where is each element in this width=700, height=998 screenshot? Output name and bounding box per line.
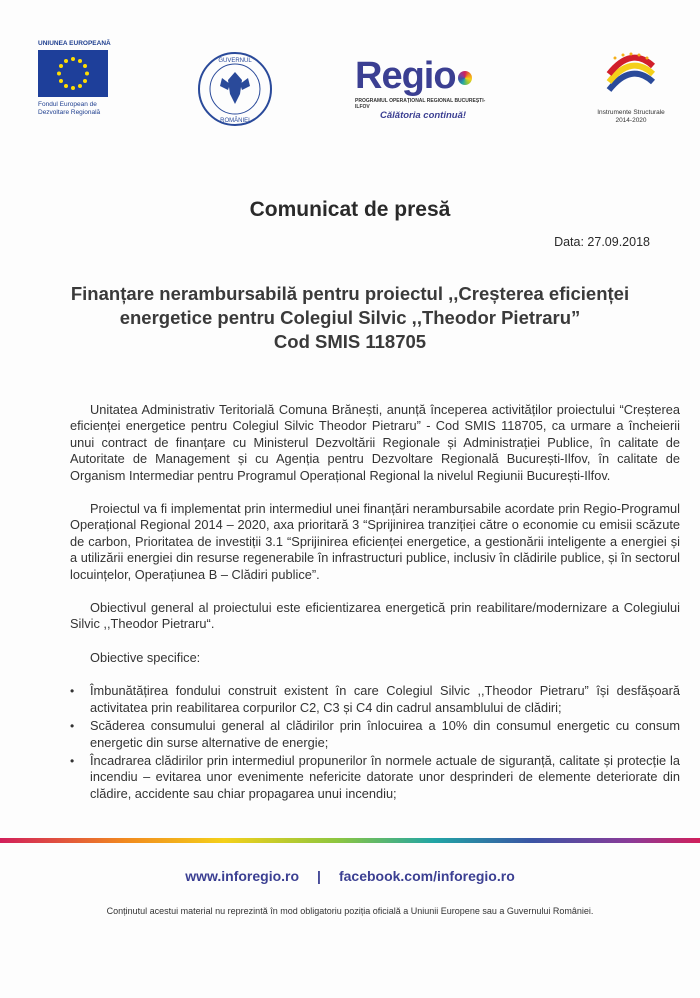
press-release-date: Data: 27.09.2018 [554, 235, 650, 249]
project-title-line1: Finanțare nerambursabilă pentru proiectul ,,Creșterea eficienței [70, 283, 630, 304]
paragraph-funding: Proiectul va fi implementat prin intermediul unei finanțări nerambursabile acordate prin Regio-Programul Operațional Regional 2014 – 2020, axa prioritară 3 “Sprijinirea tranziției către o economie cu emisii scăzute de carbon, Prioritatea de investiții 3.1 “Sprijinirea eficienței energetice, a gestionării inteligente a energiei și a utilizării energiei din resurse regenerabile în infrastructuri publice, inclusiv în clădirile publice, și în sectorul locuințelor, Operațiunea B – Clădiri publice”. [70, 501, 680, 582]
eu-flag-icon [38, 50, 108, 97]
project-title [40, 282, 660, 354]
press-release-body [70, 402, 680, 804]
footer-links [0, 868, 700, 884]
page-heading: Comunicat de presă [249, 198, 451, 221]
is-caption-line1: Instrumente Structurale [597, 109, 665, 116]
list-item [70, 753, 680, 802]
government-seal-logo [196, 50, 274, 128]
eu-caption-line1: Fondul European de [38, 101, 97, 108]
bullet-icon: • [70, 753, 75, 768]
regio-tagline: Călătoria continuă! [380, 110, 467, 121]
structural-instruments-caption [586, 109, 676, 125]
eu-caption-line2: Dezvoltare Regională [38, 109, 101, 116]
objective-text: Scăderea consumului general al clădirilor prin înlocuirea a 10% din consumul energetic cu consum energetic din surse alternative de energie; [90, 718, 680, 750]
paragraph-general-objective: Obiectivul general al proiectului este eficientizarea energetică prin reabilitare/modernizare a Colegiului Silvic ,,Theodor Pietraru“. [70, 600, 680, 632]
regio-color-dot-icon [458, 71, 472, 85]
list-item [70, 683, 680, 716]
facebook-link[interactable]: facebook.com/inforegio.ro [338, 868, 515, 884]
paragraph-announcement: Unitatea Administrativ Teritorială Comuna Brănești, anunță începerea activităților proiectului “Creșterea eficienței energetice pentru Colegiul Silvic Theodor Pietraru” - Cod SMIS 118705, ca urmare a încheierii unui contract de finanțare cu Ministerul Dezvoltării Regionale și Administrației Publice, în calitate de Autoritate de Management și cu Agenția pentru Dezvoltare Regională București-Ilfov, în calitate de Organism Intermediar pentru Programul Operațional Regional la nivelul Regiunii București-Ilfov. [70, 402, 680, 483]
eu-logo [38, 40, 118, 117]
rainbow-divider [0, 838, 700, 843]
regio-logo [355, 56, 495, 126]
logo-bar [0, 40, 700, 150]
project-title-line2: energetice pentru Colegiul Silvic ,,Theodor Pietraru” [119, 307, 581, 328]
svg-text:GUVERNUL: GUVERNUL [218, 58, 252, 64]
structural-instruments-icon [601, 52, 661, 100]
regio-wordmark-text: Regio [355, 55, 456, 97]
structural-instruments-logo [586, 52, 676, 132]
objective-text: Încadrarea clădirilor prin intermediul propunerilor în normele actuale de siguranță, calitate și protecție la incendiu – evitarea unor evenimente nefericite datorate unor desprinderi de elemente deteriorate din clădire, accidente sau chiar propagarea unui incendiu; [90, 752, 680, 801]
website-link[interactable]: www.inforegio.ro [185, 868, 300, 884]
objective-text: Îmbunătățirea fondului construit existent în care Colegiul Silvic ,,Theodor Pietraru” își desfășoară activitatea prin reabilitarea corpurilor C2, C3 și C4 din cadrul ansamblului de clădiri; [90, 683, 680, 715]
list-item [70, 718, 680, 751]
bullet-icon: • [70, 719, 75, 734]
footer-separator: | [317, 868, 321, 884]
is-caption-line2: 2014-2020 [615, 117, 647, 124]
eu-logo-title: UNIUNEA EUROPEANĂ [38, 40, 111, 47]
project-title-line3: Cod SMIS 118705 [273, 331, 427, 352]
regio-wordmark [355, 56, 495, 96]
objectives-label: Obiective specifice: [90, 649, 201, 665]
svg-text:ROMÂNIEI: ROMÂNIEI [220, 118, 250, 124]
regio-subtitle: PROGRAMUL OPERAȚIONAL REGIONAL BUCUREȘTI-ILFOV [355, 98, 486, 110]
eu-logo-caption [38, 101, 118, 117]
bullet-icon: • [70, 684, 75, 699]
footer-disclaimer: Conținutul acestui material nu reprezintă în mod obligatoriu poziția oficială a Uniunii Europene sau a Guvernului României. [106, 906, 594, 916]
objectives-list [70, 683, 680, 802]
